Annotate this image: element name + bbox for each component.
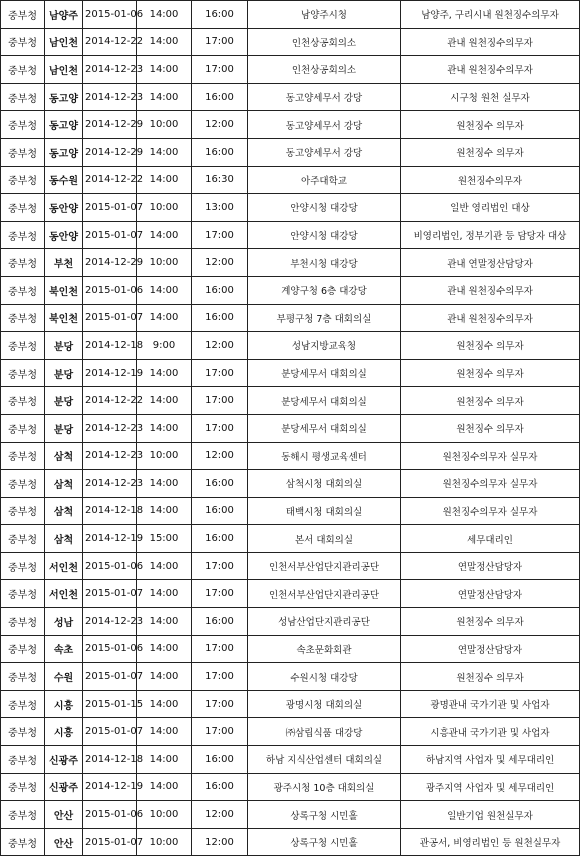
region-cell: 중부청 [1,608,45,636]
end-time-cell: 17:00 [192,414,248,442]
office-cell: 동고양 [45,138,83,166]
end-time-cell: 17:00 [192,690,248,718]
start-time-cell: 14:00 [137,470,192,498]
end-time-cell: 12:00 [192,332,248,360]
end-time-cell: 17:00 [192,387,248,415]
venue-cell: 광명시청 대회의실 [248,690,401,718]
date-cell: 2015-01-07 [83,828,137,856]
end-time-cell: 16:00 [192,608,248,636]
target-cell: 원천징수의무자 실무자 [401,470,580,498]
region-cell: 중부청 [1,470,45,498]
table-row [1,276,580,304]
table-row [1,56,580,84]
target-cell: 시구청 원천 실무자 [401,83,580,111]
venue-cell: 삼척시청 대회의실 [248,470,401,498]
target-cell: 연말정산담당자 [401,552,580,580]
table-row [1,1,580,29]
start-time-cell: 14:00 [137,580,192,608]
date-cell: 2015-01-06 [83,1,137,29]
office-cell: 남양주 [45,1,83,29]
start-time-cell: 14:00 [137,387,192,415]
date-cell: 2014-12-23 [83,56,137,84]
end-time-cell: 13:00 [192,194,248,222]
date-cell: 2015-01-07 [83,663,137,691]
table-row [1,773,580,801]
date-cell: 2015-01-07 [83,194,137,222]
end-time-cell: 17:00 [192,635,248,663]
office-cell: 서인천 [45,580,83,608]
venue-cell: 속초문화회관 [248,635,401,663]
region-cell: 중부청 [1,718,45,746]
table-row [1,497,580,525]
office-cell: 남인천 [45,28,83,56]
region-cell: 중부청 [1,773,45,801]
end-time-cell: 16:00 [192,470,248,498]
region-cell: 중부청 [1,663,45,691]
office-cell: 안산 [45,801,83,829]
end-time-cell: 12:00 [192,442,248,470]
table-row [1,470,580,498]
date-cell: 2014-12-22 [83,387,137,415]
end-time-cell: 12:00 [192,801,248,829]
target-cell: 원천징수 의무자 [401,387,580,415]
venue-cell: 안양시청 대강당 [248,221,401,249]
date-cell: 2014-12-22 [83,28,137,56]
target-cell: 광명관내 국가기관 및 사업자 [401,690,580,718]
target-cell: 세무대리인 [401,525,580,553]
end-time-cell: 16:00 [192,773,248,801]
start-time-cell: 10:00 [137,828,192,856]
date-cell: 2015-01-07 [83,580,137,608]
target-cell: 관내 원천징수의무자 [401,304,580,332]
target-cell: 원천징수 의무자 [401,138,580,166]
venue-cell: 동해시 평생교육센터 [248,442,401,470]
table-row [1,414,580,442]
table-row [1,801,580,829]
region-cell: 중부청 [1,580,45,608]
start-time-cell: 14:00 [137,552,192,580]
venue-cell: 본서 대회의실 [248,525,401,553]
venue-cell: ㈜삼립식품 대강당 [248,718,401,746]
target-cell: 시흥관내 국가기관 및 사업자 [401,718,580,746]
office-cell: 북인천 [45,304,83,332]
region-cell: 중부청 [1,387,45,415]
venue-cell: 태백시청 대회의실 [248,497,401,525]
date-cell: 2014-12-19 [83,359,137,387]
table-row [1,359,580,387]
date-cell: 2015-01-07 [83,304,137,332]
start-time-cell: 14:00 [137,83,192,111]
region-cell: 중부청 [1,83,45,111]
date-cell: 2015-01-06 [83,801,137,829]
start-time-cell: 14:00 [137,359,192,387]
venue-cell: 인천서부산업단지관리공단 [248,552,401,580]
end-time-cell: 16:00 [192,525,248,553]
date-cell: 2015-01-07 [83,718,137,746]
table-row [1,442,580,470]
region-cell: 중부청 [1,525,45,553]
office-cell: 안산 [45,828,83,856]
region-cell: 중부청 [1,332,45,360]
table-row [1,194,580,222]
target-cell: 원천징수의무자 실무자 [401,497,580,525]
start-time-cell: 10:00 [137,249,192,277]
region-cell: 중부청 [1,497,45,525]
table-row [1,111,580,139]
region-cell: 중부청 [1,359,45,387]
table-row [1,387,580,415]
venue-cell: 분당세무서 대회의실 [248,414,401,442]
venue-cell: 상록구청 시민홀 [248,828,401,856]
date-cell: 2014-12-19 [83,525,137,553]
date-cell: 2014-12-22 [83,166,137,194]
start-time-cell: 14:00 [137,663,192,691]
table-row [1,746,580,774]
office-cell: 수원 [45,663,83,691]
table-row [1,718,580,746]
region-cell: 중부청 [1,111,45,139]
venue-cell: 분당세무서 대회의실 [248,359,401,387]
start-time-cell: 14:00 [137,608,192,636]
region-cell: 중부청 [1,28,45,56]
start-time-cell: 10:00 [137,442,192,470]
end-time-cell: 17:00 [192,580,248,608]
date-cell: 2015-01-07 [83,221,137,249]
table-row [1,635,580,663]
table-row [1,304,580,332]
start-time-cell: 14:00 [137,276,192,304]
end-time-cell: 16:00 [192,497,248,525]
venue-cell: 분당세무서 대회의실 [248,387,401,415]
start-time-cell: 14:00 [137,497,192,525]
start-time-cell: 10:00 [137,194,192,222]
end-time-cell: 17:00 [192,221,248,249]
end-time-cell: 16:00 [192,83,248,111]
date-cell: 2014-12-23 [83,83,137,111]
target-cell: 원천징수 의무자 [401,111,580,139]
venue-cell: 인천서부산업단지관리공단 [248,580,401,608]
venue-cell: 아주대학교 [248,166,401,194]
date-cell: 2014-12-29 [83,111,137,139]
date-cell: 2014-12-29 [83,249,137,277]
date-cell: 2014-12-19 [83,773,137,801]
table-row [1,525,580,553]
date-cell: 2015-01-06 [83,276,137,304]
venue-cell: 동고양세무서 강당 [248,111,401,139]
date-cell: 2014-12-23 [83,608,137,636]
venue-cell: 안양시청 대강당 [248,194,401,222]
region-cell: 중부청 [1,166,45,194]
office-cell: 남인천 [45,56,83,84]
target-cell: 관내 연말정산담당자 [401,249,580,277]
region-cell: 중부청 [1,194,45,222]
target-cell: 관내 원천징수의무자 [401,276,580,304]
table-row [1,332,580,360]
venue-cell: 광주시청 10층 대회의실 [248,773,401,801]
start-time-cell: 10:00 [137,111,192,139]
office-cell: 신광주 [45,773,83,801]
end-time-cell: 12:00 [192,828,248,856]
table-row [1,221,580,249]
end-time-cell: 17:00 [192,359,248,387]
target-cell: 일반 영리법인 대상 [401,194,580,222]
region-cell: 중부청 [1,221,45,249]
start-time-cell: 9:00 [137,332,192,360]
table-row [1,28,580,56]
office-cell: 동고양 [45,111,83,139]
venue-cell: 계양구청 6층 대강당 [248,276,401,304]
region-cell: 중부청 [1,690,45,718]
start-time-cell: 14:00 [137,690,192,718]
table-row [1,166,580,194]
office-cell: 시흥 [45,718,83,746]
start-time-cell: 14:00 [137,635,192,663]
start-time-cell: 14:00 [137,773,192,801]
venue-cell: 동고양세무서 강당 [248,138,401,166]
office-cell: 속초 [45,635,83,663]
end-time-cell: 16:00 [192,304,248,332]
office-cell: 시흥 [45,690,83,718]
office-cell: 분당 [45,332,83,360]
venue-cell: 남양주시청 [248,1,401,29]
target-cell: 비영리법인, 정부기관 등 담당자 대상 [401,221,580,249]
table-row [1,83,580,111]
region-cell: 중부청 [1,276,45,304]
region-cell: 중부청 [1,442,45,470]
target-cell: 관내 원천징수의무자 [401,56,580,84]
end-time-cell: 16:30 [192,166,248,194]
target-cell: 원천징수 의무자 [401,414,580,442]
start-time-cell: 14:00 [137,718,192,746]
office-cell: 분당 [45,387,83,415]
venue-cell: 인천상공회의소 [248,56,401,84]
office-cell: 동안양 [45,221,83,249]
table-row [1,608,580,636]
target-cell: 하남지역 사업자 및 세무대리인 [401,746,580,774]
end-time-cell: 16:00 [192,276,248,304]
target-cell: 원천징수 의무자 [401,608,580,636]
venue-cell: 상록구청 시민홀 [248,801,401,829]
date-cell: 2014-12-18 [83,332,137,360]
date-cell: 2015-01-15 [83,690,137,718]
end-time-cell: 12:00 [192,249,248,277]
region-cell: 중부청 [1,304,45,332]
office-cell: 신광주 [45,746,83,774]
region-cell: 중부청 [1,828,45,856]
region-cell: 중부청 [1,414,45,442]
start-time-cell: 14:00 [137,28,192,56]
target-cell: 관공서, 비영리법인 등 원천실무자 [401,828,580,856]
table-row [1,249,580,277]
office-cell: 동안양 [45,194,83,222]
venue-cell: 동고양세무서 강당 [248,83,401,111]
office-cell: 삼척 [45,470,83,498]
target-cell: 광주지역 사업자 및 세무대리인 [401,773,580,801]
start-time-cell: 14:00 [137,414,192,442]
date-cell: 2014-12-18 [83,746,137,774]
table-body [1,1,580,856]
target-cell: 일반기업 원천실무자 [401,801,580,829]
end-time-cell: 17:00 [192,56,248,84]
target-cell: 원천징수 의무자 [401,359,580,387]
table-row [1,828,580,856]
target-cell: 원천징수 의무자 [401,332,580,360]
end-time-cell: 17:00 [192,663,248,691]
office-cell: 북인천 [45,276,83,304]
target-cell: 원천징수 의무자 [401,663,580,691]
venue-cell: 부천시청 대강당 [248,249,401,277]
target-cell: 관내 원천징수의무자 [401,28,580,56]
start-time-cell: 15:00 [137,525,192,553]
office-cell: 동수원 [45,166,83,194]
office-cell: 삼척 [45,497,83,525]
office-cell: 분당 [45,414,83,442]
venue-cell: 성남지방교육청 [248,332,401,360]
target-cell: 연말정산담당자 [401,580,580,608]
table-row [1,552,580,580]
end-time-cell: 16:00 [192,1,248,29]
office-cell: 성남 [45,608,83,636]
target-cell: 원천징수의무자 [401,166,580,194]
date-cell: 2014-12-18 [83,497,137,525]
office-cell: 서인천 [45,552,83,580]
start-time-cell: 14:00 [137,166,192,194]
region-cell: 중부청 [1,249,45,277]
venue-cell: 수원시청 대강당 [248,663,401,691]
region-cell: 중부청 [1,746,45,774]
region-cell: 중부청 [1,635,45,663]
target-cell: 남양주, 구리시내 원천징수의무자 [401,1,580,29]
office-cell: 삼척 [45,442,83,470]
start-time-cell: 14:00 [137,1,192,29]
target-cell: 연말정산담당자 [401,635,580,663]
region-cell: 중부청 [1,552,45,580]
date-cell: 2014-12-23 [83,442,137,470]
date-cell: 2014-12-23 [83,470,137,498]
start-time-cell: 14:00 [137,746,192,774]
table-row [1,138,580,166]
end-time-cell: 17:00 [192,28,248,56]
start-time-cell: 14:00 [137,304,192,332]
office-cell: 동고양 [45,83,83,111]
region-cell: 중부청 [1,56,45,84]
start-time-cell: 14:00 [137,138,192,166]
region-cell: 중부청 [1,138,45,166]
table-row [1,663,580,691]
table-row [1,580,580,608]
venue-cell: 하남 지식산업센터 대회의실 [248,746,401,774]
end-time-cell: 12:00 [192,111,248,139]
table-row [1,690,580,718]
region-cell: 중부청 [1,801,45,829]
end-time-cell: 17:00 [192,552,248,580]
venue-cell: 인천상공회의소 [248,28,401,56]
start-time-cell: 14:00 [137,221,192,249]
date-cell: 2015-01-06 [83,635,137,663]
date-cell: 2014-12-23 [83,414,137,442]
venue-cell: 성남산업단지관리공단 [248,608,401,636]
office-cell: 삼척 [45,525,83,553]
date-cell: 2014-12-29 [83,138,137,166]
office-cell: 부천 [45,249,83,277]
start-time-cell: 10:00 [137,801,192,829]
end-time-cell: 16:00 [192,746,248,774]
start-time-cell: 14:00 [137,56,192,84]
end-time-cell: 16:00 [192,138,248,166]
venue-cell: 부평구청 7층 대회의실 [248,304,401,332]
date-cell: 2015-01-06 [83,552,137,580]
region-cell: 중부청 [1,1,45,29]
end-time-cell: 17:00 [192,718,248,746]
office-cell: 분당 [45,359,83,387]
target-cell: 원천징수의무자 실무자 [401,442,580,470]
